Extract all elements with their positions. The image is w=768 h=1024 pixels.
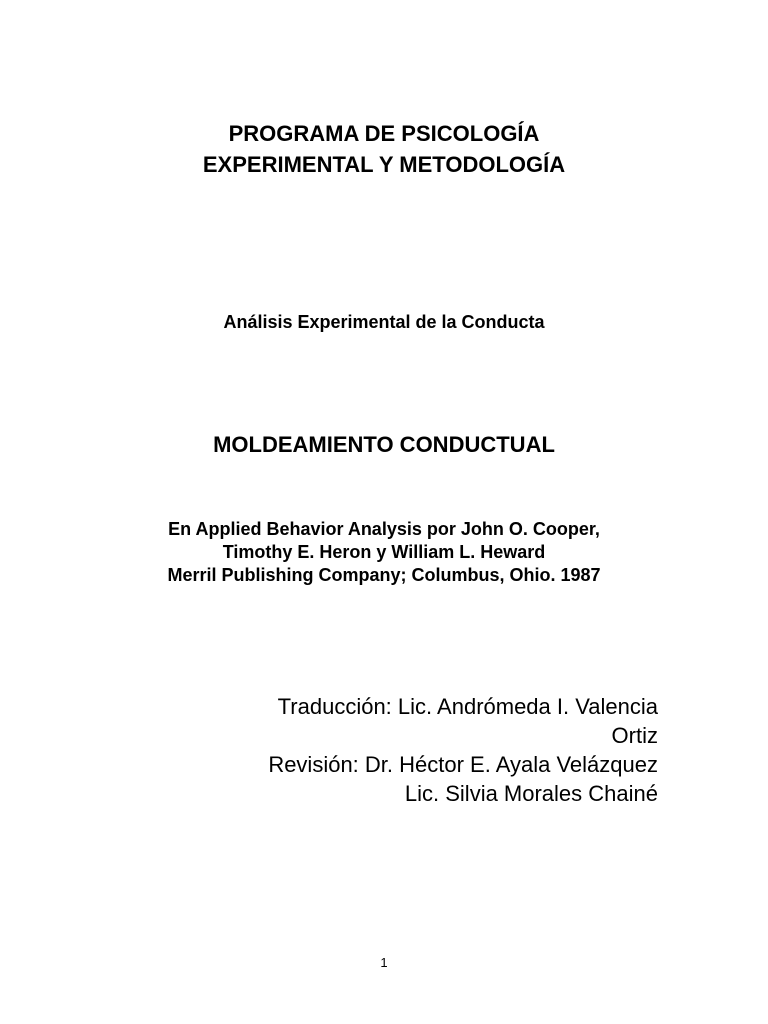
source-line-3: Merril Publishing Company; Columbus, Ohio. 1987 bbox=[167, 565, 601, 585]
revision-credit-second: Lic. Silvia Morales Chainé bbox=[404, 781, 658, 806]
source-line-1: En Applied Behavior Analysis por John O. Cooper, bbox=[168, 519, 600, 539]
program-title-line-1: PROGRAMA DE PSICOLOGÍA bbox=[228, 121, 540, 146]
program-title-line-2: EXPERIMENTAL Y METODOLOGÍA bbox=[202, 152, 566, 177]
revision-credit: Revisión: Dr. Héctor E. Ayala Velázquez bbox=[268, 752, 658, 777]
program-title bbox=[0, 118, 768, 180]
subject-heading: Análisis Experimental de la Conducta bbox=[223, 312, 545, 332]
page-number: 1 bbox=[380, 955, 388, 970]
translation-credit: Traducción: Lic. Andrómeda I. Valencia bbox=[277, 694, 658, 719]
credits-block bbox=[268, 692, 658, 808]
source-line-2: Timothy E. Heron y William L. Heward bbox=[222, 542, 546, 562]
translation-credit-continued: Ortiz bbox=[611, 723, 658, 748]
chapter-title: MOLDEAMIENTO CONDUCTUAL bbox=[213, 432, 555, 457]
source-citation bbox=[0, 518, 768, 587]
